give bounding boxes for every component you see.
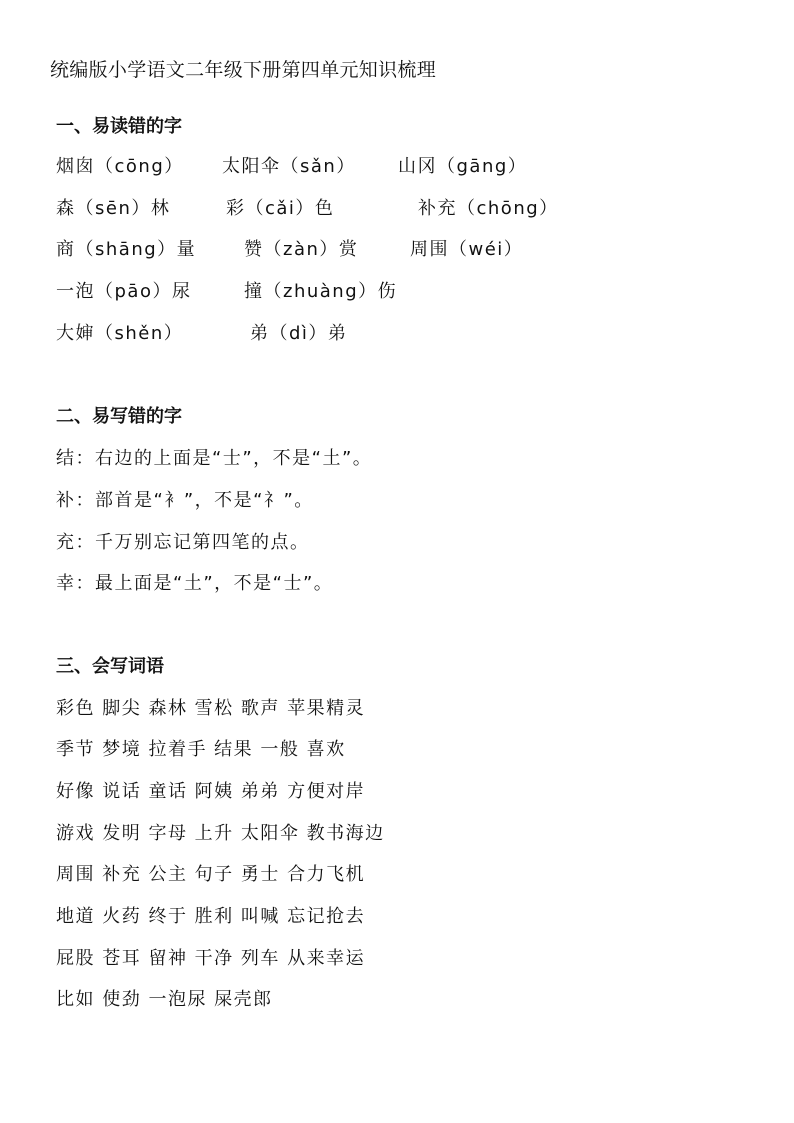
miswrite-line: 幸：最上面是“土”，不是“士”。 <box>56 573 334 594</box>
section-heading-writing-words: 三、会写词语 <box>56 656 164 677</box>
document-title: 统编版小学语文二年级下册第四单元知识梳理 <box>50 59 437 81</box>
word-line: 游戏 发明 字母 上升 太阳伞 教书海边 <box>56 823 385 844</box>
misread-item: 补充（chōng） <box>418 198 559 219</box>
miswrite-line: 充：千万别忘记第四笔的点。 <box>56 532 310 553</box>
misread-item: 彩（cǎi）色 <box>226 198 335 219</box>
misread-item: 赞（zàn）赏 <box>244 239 359 260</box>
word-line: 比如 使劲 一泡尿 屎壳郎 <box>56 989 273 1010</box>
word-line: 周围 补充 公主 句子 勇士 合力飞机 <box>56 864 366 885</box>
misread-row <box>56 321 756 347</box>
misread-item: 一泡（pāo）尿 <box>56 281 192 302</box>
misread-row <box>56 154 756 180</box>
word-line: 好像 说话 童话 阿姨 弟弟 方便对岸 <box>56 781 366 802</box>
miswrite-line: 结：右边的上面是“士”，不是“土”。 <box>56 448 373 469</box>
misread-item: 太阳伞（sǎn） <box>222 156 356 177</box>
misread-row <box>56 237 756 263</box>
misread-item: 周围（wéi） <box>410 239 524 260</box>
word-line: 屁股 苍耳 留神 干净 列车 从来幸运 <box>56 948 366 969</box>
section-heading-easy-miswrite: 二、易写错的字 <box>56 406 182 427</box>
misread-item: 商（shāng）量 <box>56 239 197 260</box>
misread-item: 大婶（shěn） <box>56 323 184 344</box>
word-line: 地道 火药 终于 胜利 叫喊 忘记抢去 <box>56 906 366 927</box>
misread-item: 弟（dì）弟 <box>250 323 348 344</box>
word-line: 彩色 脚尖 森林 雪松 歌声 苹果精灵 <box>56 698 366 719</box>
word-line: 季节 梦境 拉着手 结果 一般 喜欢 <box>56 739 346 760</box>
misread-row <box>56 196 756 222</box>
misread-item: 森（sēn）林 <box>56 198 171 219</box>
misread-item: 撞（zhuàng）伤 <box>244 281 398 302</box>
misread-item: 山冈（gāng） <box>398 156 528 177</box>
misread-item: 烟囱（cōng） <box>56 156 184 177</box>
miswrite-line: 补：部首是“衤”，不是“礻”。 <box>56 490 314 511</box>
misread-row <box>56 279 756 305</box>
section-heading-easy-misread: 一、易读错的字 <box>56 116 182 137</box>
